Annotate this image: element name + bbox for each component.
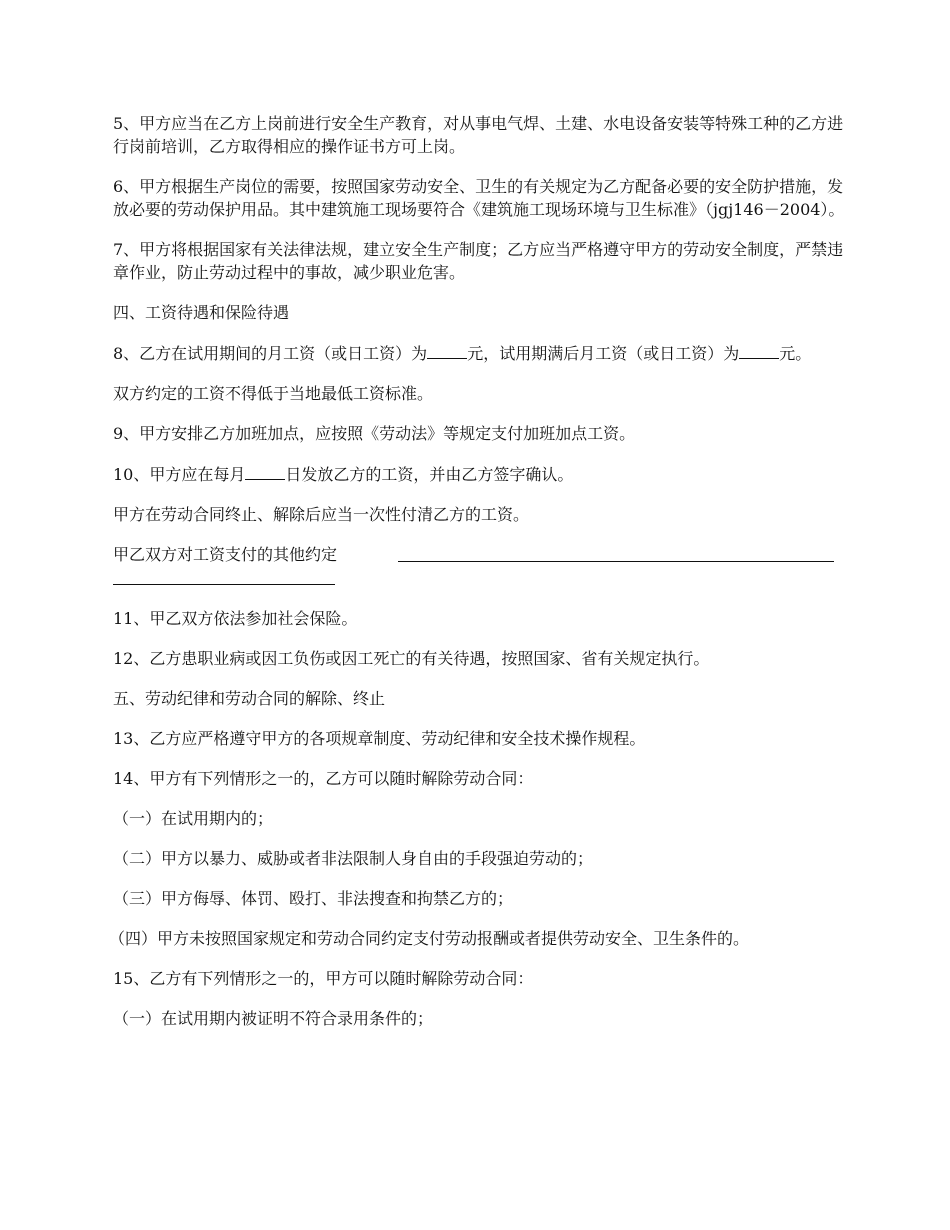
clause-10 [113,462,848,486]
clause-14-item-1: （一）在试用期内的； [113,809,274,828]
final-payment-note: 甲方在劳动合同终止、解除后应当一次性付清乙方的工资。 [113,505,530,524]
other-agreement-blank-line-2 [113,570,335,585]
section-5-heading: 五、劳动纪律和劳动合同的解除、终止 [113,689,386,708]
clause-10-text-b: 日发放乙方的工资，并由乙方签字确认。 [285,465,574,484]
clause-14-item-4: （四）甲方未按照国家规定和劳动合同约定支付劳动报酬或者提供劳动安全、卫生条件的。 [109,929,750,948]
regular-wage-blank [739,341,779,359]
clause-5: 5、甲方应当在乙方上岗前进行安全生产教育，对从事电气焊、土建、水电设备安装等特殊工种的乙方进行岗前培训，乙方取得相应的操作证书方可上岗。 [113,114,844,156]
other-agreement-blank-line-1 [398,561,834,562]
clause-10-text-a: 10、甲方应在每月 [113,465,246,484]
section-4-heading: 四、工资待遇和保险待遇 [113,303,290,322]
minimum-wage-note: 双方约定的工资不得低于当地最低工资标准。 [113,384,434,403]
clause-11: 11、甲乙双方依法参加社会保险。 [113,609,358,628]
clause-15: 15、乙方有下列情形之一的，甲方可以随时解除劳动合同： [113,969,534,988]
clause-15-item-1: （一）在试用期内被证明不符合录用条件的； [113,1009,434,1028]
other-agreement-row [113,543,848,566]
clause-8-text-b: 元，试用期满后月工资（或日工资）为 [467,344,740,363]
clause-7: 7、甲方将根据国家有关法律法规，建立安全生产制度；乙方应当严格遵守甲方的劳动安全制度，严禁违章作业，防止劳动过程中的事故，减少职业危害。 [113,240,844,282]
clause-8-text-c: 元。 [779,344,812,363]
clause-13: 13、乙方应严格遵守甲方的各项规章制度、劳动纪律和安全技术操作规程。 [113,729,646,748]
clause-8-text-a: 8、乙方在试用期间的月工资（或日工资）为 [113,344,428,363]
clause-8 [113,341,848,365]
clause-6: 6、甲方根据生产岗位的需要，按照国家劳动安全、卫生的有关规定为乙方配备必要的安全防护措施，发放必要的劳动保护用品。其中建筑施工现场要符合《建筑施工现场环境与卫生标准》（jgj146－2004）。 [113,177,845,219]
document-page [109,112,848,1047]
clause-12: 12、乙方患职业病或因工负伤或因工死亡的有关待遇，按照国家、省有关规定执行。 [113,649,710,668]
payday-blank [245,462,285,480]
clause-14-item-2: （二）甲方以暴力、威胁或者非法限制人身自由的手段强迫劳动的； [113,849,594,868]
clause-14: 14、甲方有下列情形之一的，乙方可以随时解除劳动合同： [113,769,534,788]
clause-14-item-3: （三）甲方侮辱、体罚、殴打、非法搜查和拘禁乙方的； [113,889,514,908]
clause-9: 9、甲方安排乙方加班加点，应按照《劳动法》等规定支付加班加点工资。 [113,424,636,443]
probation-wage-blank [427,341,467,359]
other-agreement-label: 甲乙双方对工资支付的其他约定 [113,545,338,564]
